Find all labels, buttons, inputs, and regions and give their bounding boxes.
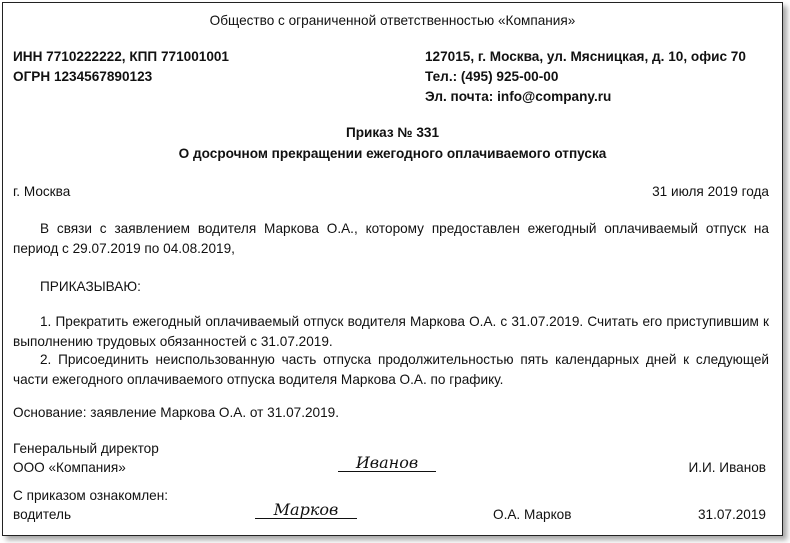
employee-signature: Марков xyxy=(255,502,357,519)
acknowledgement-label: С приказом ознакомлен: xyxy=(13,488,169,503)
order-subtitle: О досрочном прекращении ежегодного оплачиваемого отпуска xyxy=(178,146,607,161)
employee-role: водитель xyxy=(13,507,72,522)
email: Эл. почта: info@company.ru xyxy=(425,89,612,104)
order-item-2: 2. Присоединить неиспользованную часть отпуска продолжительностью пять календарных дней к следующей части ежегодного оплачиваемого отпуска водителя Маркова О.А. по графику. xyxy=(13,352,769,387)
intro-paragraph: В связи с заявлением водителя Маркова О.А., которому предоставлен ежегодный оплачиваемый отпуск на период с 29.07.2019 по 04.08.2019, xyxy=(13,221,769,256)
order-item-1: 1. Прекратить ежегодный оплачиваемый отпуск водителя Маркова О.А. с 31.07.2019. Считать его приступившим к выполнению трудовых обязанностей с 31.07.2019. xyxy=(13,314,769,349)
director-name: И.И. Иванов xyxy=(688,460,766,475)
director-title: Генеральный директор xyxy=(13,441,159,456)
order-title: Приказ № 331 xyxy=(345,125,440,140)
order-basis: Основание: заявление Маркова О.А. от 31.07.2019. xyxy=(13,405,339,420)
director-org: ООО «Компания» xyxy=(13,460,126,475)
employee-name: О.А. Марков xyxy=(493,507,572,522)
ogrn: ОГРН 1234567890123 xyxy=(13,69,153,84)
company-name: Общество с ограниченной ответственностью «Компания» xyxy=(209,13,576,28)
address: 127015, г. Москва, ул. Мясницкая, д. 10, офис 70 xyxy=(425,49,746,64)
acknowledgement-date: 31.07.2019 xyxy=(697,507,766,522)
inn-kpp: ИНН 7710222222, КПП 771001001 xyxy=(13,49,229,64)
order-city: г. Москва xyxy=(13,184,71,199)
order-word: ПРИКАЗЫВАЮ: xyxy=(40,279,141,294)
document-sheet xyxy=(2,2,783,536)
order-date: 31 июля 2019 года xyxy=(652,184,769,199)
phone: Тел.: (495) 925-00-00 xyxy=(425,69,559,84)
director-signature: Иванов xyxy=(338,455,436,472)
